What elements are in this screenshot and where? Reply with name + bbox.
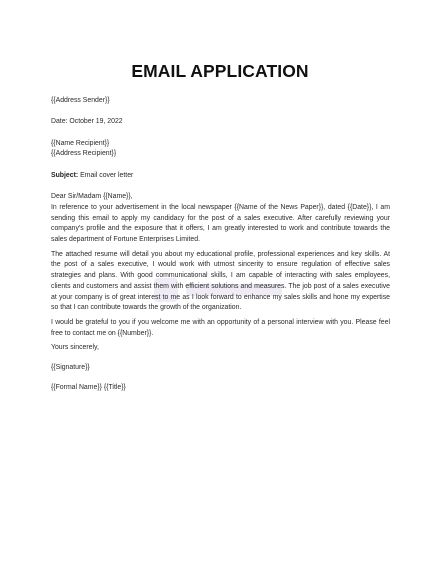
signature: {{Signature}} [51, 364, 90, 372]
document-title: EMAIL APPLICATION [131, 61, 309, 81]
address-sender: {{Address Sender}} [51, 97, 110, 104]
paragraph-1: In reference to your advertisement in the local newspaper {{Name of the News Paper}}, dated {{Date}}, I am sending this email to apply my candidacy for the post of a sales executive. After carefully reviewing your company's profile and the exposure that it offers, I am greatly interested to work and contribute towards the sales department of Fortune Enterprises Limited. [51, 203, 390, 244]
paragraph-2: The attached resume will detail you about my educational profile, professional experiences and key skills. At the post of a sales executive, I would work with utmost sincerity to ensure regulation of effective sales strategies and plans. With good communicational skills, I am capable of interacting with sales employees, clients and customers and assist them with efficient solutions and measures. The job post of a sales executive at your company is of great interest to me as I look forward to enhance my sales skills and hone my expertise so that I can contribute towards the growth of the organization. [51, 250, 390, 312]
subject-label: Subject: [51, 171, 79, 179]
paragraph-3: I would be grateful to you if you welcome me with an opportunity of a personal interview with you. Please feel free to contact me on {{Number}}. [51, 319, 390, 337]
name-recipient: {{Name Recipient}} [51, 139, 110, 147]
subject-line [51, 171, 390, 182]
letter-date: Date: October 19, 2022 [51, 118, 123, 126]
closing: Yours sincerely, [51, 344, 99, 352]
formal-name-title: {{Formal Name}} {{Title}} [51, 383, 126, 391]
address-recipient: {{Address Recipient}} [51, 150, 117, 158]
subject-text: Email cover letter [78, 171, 134, 179]
salutation: Dear Sir/Madam {{Name}}, [51, 193, 133, 201]
letter-body [51, 96, 390, 394]
